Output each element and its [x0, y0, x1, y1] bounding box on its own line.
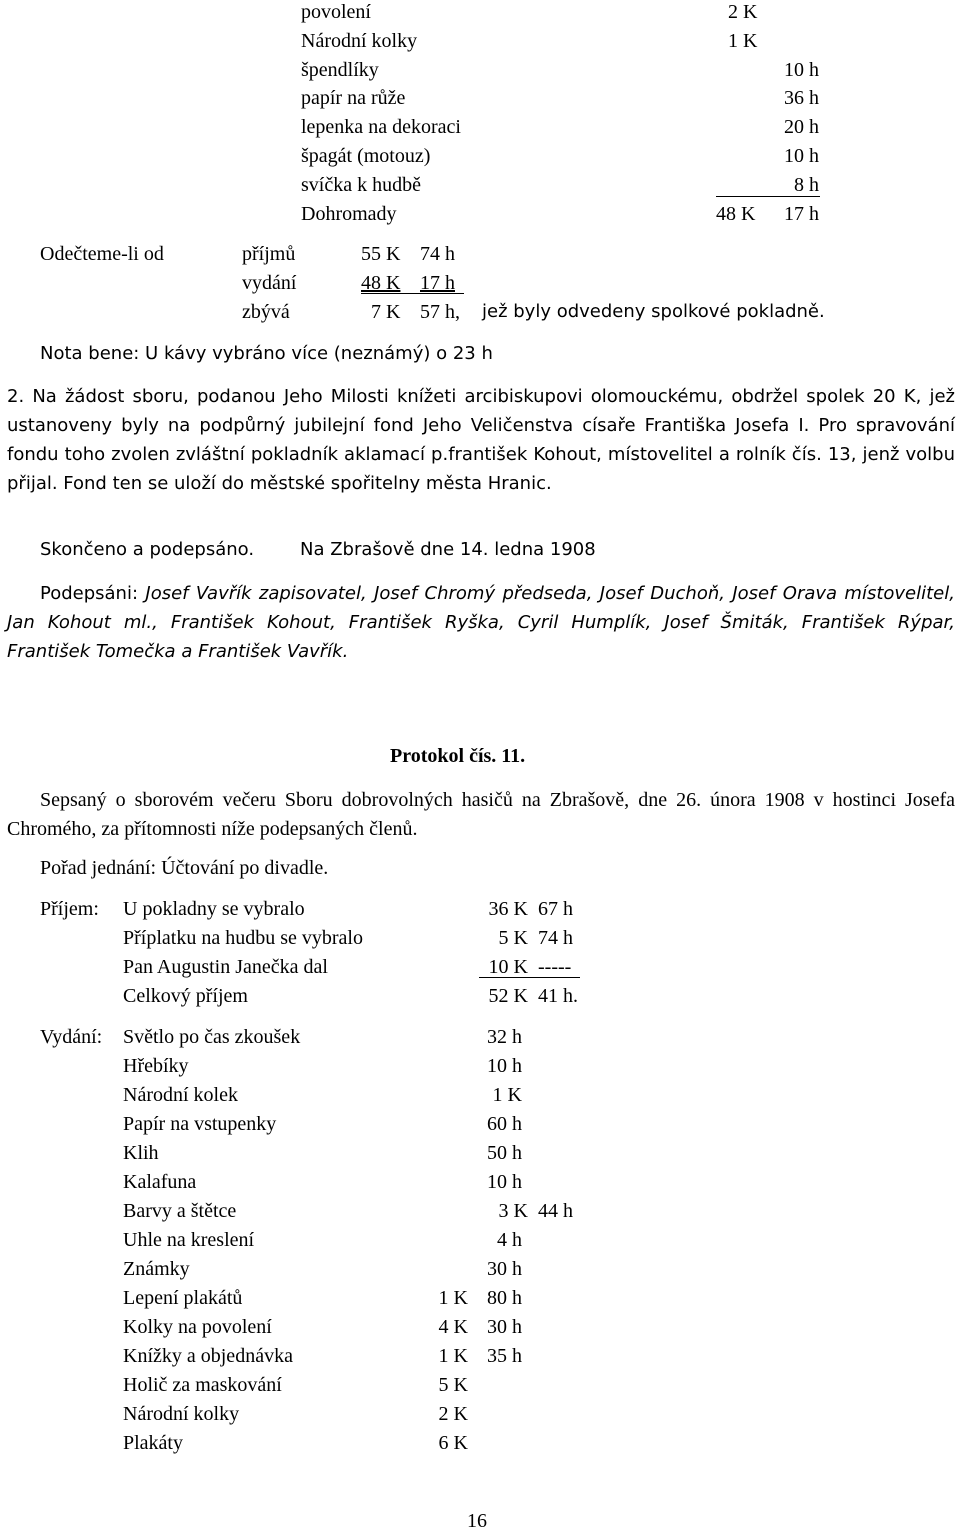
closing-ended: Skončeno a podepsáno.: [40, 539, 255, 560]
expense-k: 3 K: [498, 1200, 528, 1222]
deduction-lead: Odečteme-li od: [40, 243, 164, 265]
list-item: špagát (motouz): [301, 145, 431, 167]
income-h: 67 h: [538, 898, 573, 920]
deduction-note: jež byly odvedeny spolkové pokladně.: [482, 301, 825, 322]
expense-h: 50 h: [487, 1142, 522, 1164]
expense-h: 32 h: [487, 1026, 522, 1048]
list-item: Dohromady: [301, 203, 397, 225]
expense-k: 1 K: [492, 1084, 522, 1106]
income-item: U pokladny se vybralo: [123, 898, 305, 920]
deduction-label: vydání: [242, 272, 297, 294]
expense-item: Plakáty: [123, 1432, 183, 1454]
page-number: 16: [467, 1510, 487, 1532]
deduction-label: zbývá: [242, 301, 290, 323]
list-item: povolení: [301, 1, 371, 23]
h-value: 17 h: [784, 203, 819, 225]
k-value: 1 K: [728, 30, 758, 52]
deduction-k: 7 K: [371, 301, 401, 323]
h-value: 10 h: [784, 145, 819, 167]
h-value: 20 h: [784, 116, 819, 138]
expense-item: Světlo po čas zkoušek: [123, 1026, 301, 1048]
list-item: špendlíky: [301, 59, 379, 81]
expense-h: 30 h: [487, 1258, 522, 1280]
k-value: 2 K: [728, 1, 758, 23]
signatures-block: [7, 579, 955, 666]
deduction-h: 17 h: [420, 272, 455, 294]
expense-h: 4 h: [497, 1229, 522, 1251]
expense-h: 60 h: [487, 1113, 522, 1135]
expense-item: Barvy a štětce: [123, 1200, 237, 1222]
income-h: -----: [538, 956, 572, 978]
expense-h: 35 h: [487, 1345, 522, 1367]
deduction-k: 48 K: [361, 272, 401, 294]
h-value: 8 h: [794, 174, 819, 196]
list-item: svíčka k hudbě: [301, 174, 421, 196]
sum-rule: [361, 293, 464, 294]
income-item: Pan Augustin Janečka dal: [123, 956, 328, 978]
expense-item: Národní kolky: [123, 1403, 240, 1425]
expense-item: Knížky a objednávka: [123, 1345, 293, 1367]
sum-rule: [479, 977, 580, 978]
expense-h: 10 h: [487, 1171, 522, 1193]
income-h: 74 h: [538, 927, 573, 949]
expense-item: Papír na vstupenky: [123, 1113, 277, 1135]
expense-item: Uhle na kreslení: [123, 1229, 255, 1251]
deduction-h: 57 h,: [420, 301, 460, 323]
expense-label: Vydání:: [40, 1026, 103, 1048]
income-k: 52 K: [488, 985, 528, 1007]
nota-bene: Nota bene: U kávy vybráno více (neznámý) o 23 h: [40, 343, 493, 364]
expense-k: 1 K: [438, 1287, 468, 1309]
expense-k: 5 K: [438, 1374, 468, 1396]
list-item: papír na růže: [301, 87, 406, 109]
h-value: 10 h: [784, 59, 819, 81]
expense-h: 10 h: [487, 1055, 522, 1077]
expense-k: 1 K: [438, 1345, 468, 1367]
expense-item: Hřebíky: [123, 1055, 189, 1077]
deduction-h: 74 h: [420, 243, 455, 265]
expense-item: Kolky na povolení: [123, 1316, 272, 1338]
paragraph-2: 2. Na žádost sboru, podanou Jeho Milosti knížeti arcibiskupovi olomouckému, obdržel spolek 20 K, jež ustanoveny byly na podpůrný jubilejní fond Jeho Veličenstva císaře Františka Josefa I. Pro spravování fondu toho zvolen zvláštní pokladník aklamací p.františek Kohout, místovelitel a rolník čís. 13, jenž volbu přijal. Fond ten se uloží do městské spořitelny města Hranic.: [7, 386, 955, 494]
protocol-agenda: Pořad jednání: Účtování po divadle.: [40, 857, 329, 879]
signatures-label: Podepsáni:: [40, 583, 139, 604]
deduction-label: příjmů: [242, 243, 296, 265]
expense-item: Známky: [123, 1258, 190, 1280]
income-item: Příplatku na hudbu se vybralo: [123, 927, 363, 949]
list-item: Národní kolky: [301, 30, 418, 52]
expense-k: 6 K: [438, 1432, 468, 1454]
protocol-intro: Sepsaný o sborovém večeru Sboru dobrovolných hasičů na Zbrašově, dne 26. února 1908 v hostinci Josefa Chromého, za přítomnosti níže podepsaných členů.: [7, 789, 955, 840]
income-k: 10 K: [488, 956, 528, 978]
expense-item: Klih: [123, 1142, 159, 1164]
list-item: lepenka na dekoraci: [301, 116, 461, 138]
income-k: 5 K: [498, 927, 528, 949]
expense-item: Národní kolek: [123, 1084, 238, 1106]
income-label: Příjem:: [40, 898, 99, 920]
income-k: 36 K: [488, 898, 528, 920]
expense-h: 30 h: [487, 1316, 522, 1338]
income-item: Celkový příjem: [123, 985, 248, 1007]
k-value: 48 K: [716, 203, 756, 225]
income-h: 41 h.: [538, 985, 578, 1007]
expense-item: Holič za maskování: [123, 1374, 282, 1396]
expense-item: Kalafuna: [123, 1171, 197, 1193]
expense-h: 44 h: [538, 1200, 573, 1222]
expense-k: 4 K: [438, 1316, 468, 1338]
sum-rule: [716, 196, 820, 197]
deduction-k: 55 K: [361, 243, 401, 265]
expense-h: 80 h: [487, 1287, 522, 1309]
signatures-names: Josef Vavřík zapisovatel, Josef Chromý předseda, Josef Duchoň, Josef Orava místovelitel, Jan Kohout ml., František Kohout, František Ryška, Cyril Humplík, Josef Šmiták, František Rýpar, František Tomečka a František Vavřík.: [7, 583, 955, 662]
expense-k: 2 K: [438, 1403, 468, 1425]
expense-item: Lepení plakátů: [123, 1287, 243, 1309]
h-value: 36 h: [784, 87, 819, 109]
closing-place-date: Na Zbrašově dne 14. ledna 1908: [300, 539, 596, 560]
protocol-title: Protokol čís. 11.: [390, 745, 526, 767]
